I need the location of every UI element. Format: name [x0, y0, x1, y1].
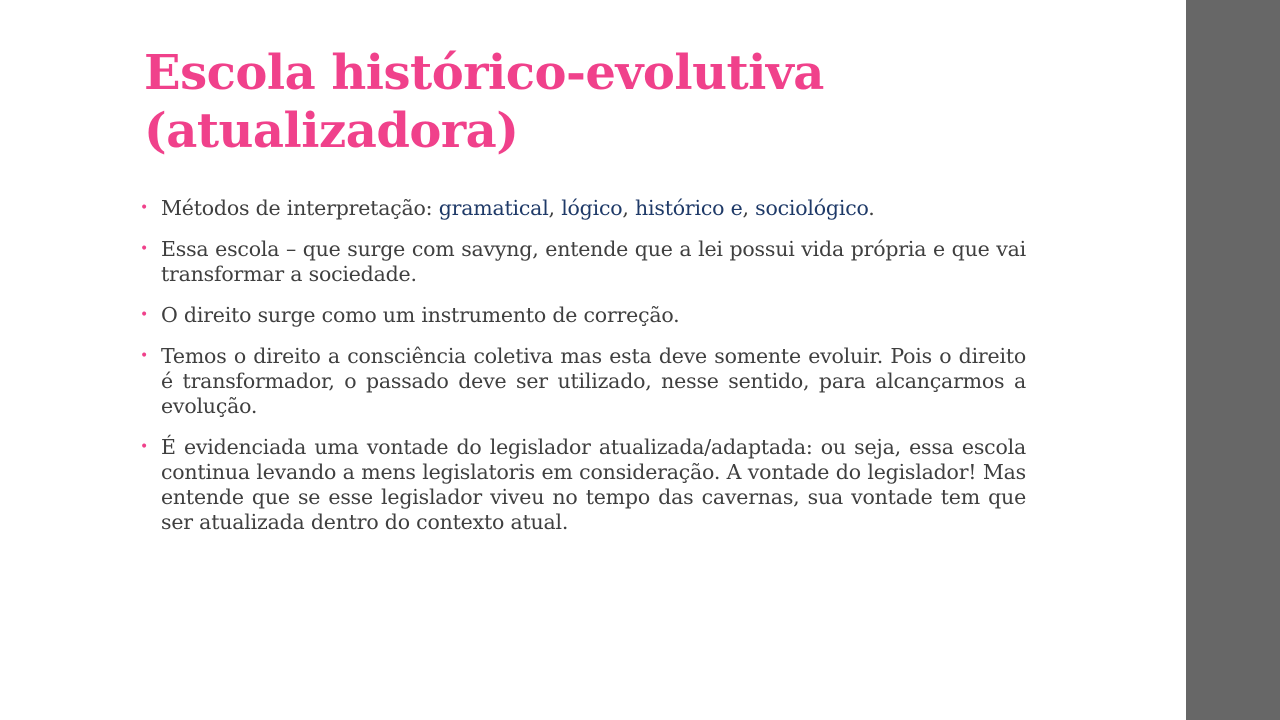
bullet-item-vontade: [140, 435, 1026, 535]
bullet-marker: •: [140, 348, 149, 364]
separator: ,: [742, 196, 756, 220]
bullet-marker: •: [140, 241, 149, 257]
bullet-marker: •: [140, 200, 149, 216]
slide-title-line-1: Escola histórico-evolutiva: [144, 45, 824, 101]
bullet-marker: •: [140, 307, 149, 323]
separator: ,: [548, 196, 562, 220]
bullet-marker: •: [140, 439, 149, 455]
method-gramatical: gramatical: [438, 196, 549, 220]
slide-title-line-2: (atualizadora): [144, 103, 519, 159]
bullet-list: [140, 196, 1026, 551]
bullet-item-methods: [140, 196, 1026, 221]
bullet-methods-prefix: Métodos de interpretação:: [161, 196, 439, 220]
bullet-item-correcao: [140, 303, 1026, 328]
right-accent-bar: [1186, 0, 1280, 720]
bullet-text: Temos o direito a consciência coletiva mas esta deve somente evoluir. Pois o direito é transformador, o passado deve ser utilizado, nesse sentido, para alcançarmos a evolução.: [161, 344, 1026, 418]
method-logico: lógico: [561, 196, 623, 220]
bullet-text: Essa escola – que surge com savyng, entende que a lei possui vida própria e que vai transformar a sociedade.: [161, 237, 1026, 286]
separator: ,: [622, 196, 636, 220]
bullet-item-savyng: [140, 237, 1026, 287]
bullet-text: É evidenciada uma vontade do legislador atualizada/adaptada: ou seja, essa escola continua levando a mens legislatoris em consideração. A vontade do legislador! Mas entende que se esse legislador viveu no tempo das cavernas, sua vontade tem que ser atualizada dentro do contexto atual.: [161, 435, 1026, 534]
bullet-methods-end: .: [868, 196, 875, 220]
bullet-item-consciencia: [140, 344, 1026, 419]
method-historico: histórico e: [635, 196, 743, 220]
bullet-text: O direito surge como um instrumento de correção.: [161, 303, 680, 327]
slide-title: [144, 44, 1044, 160]
method-sociologico: sociológico: [755, 196, 869, 220]
